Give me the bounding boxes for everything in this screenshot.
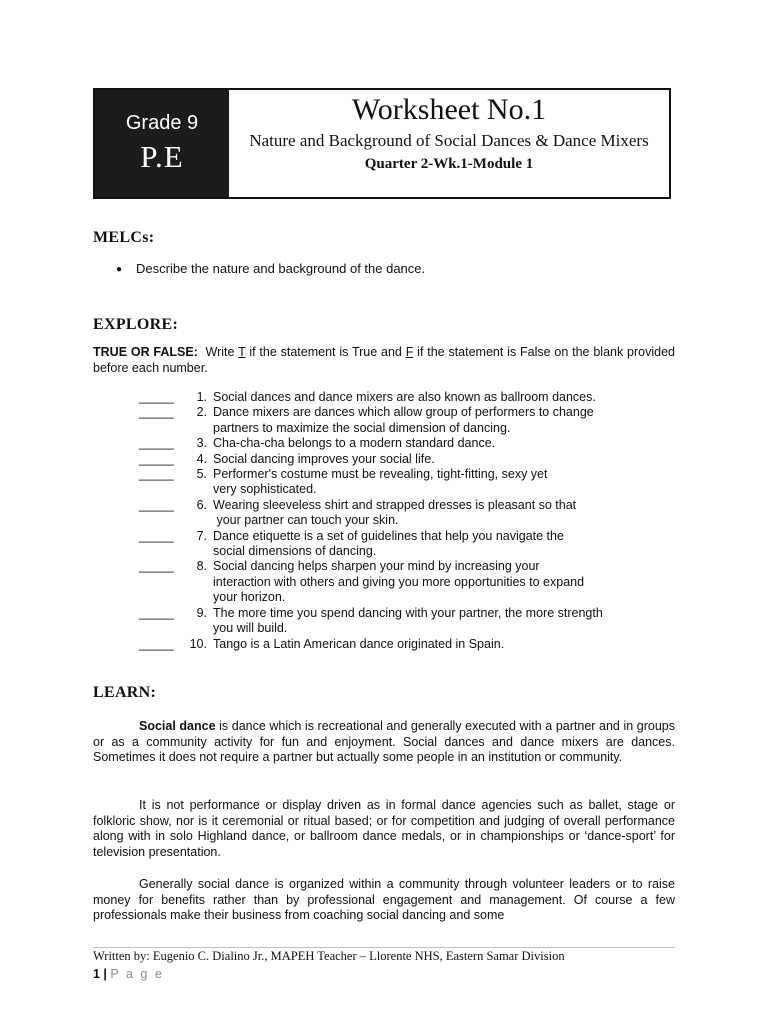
paragraph-text: is dance which is recreational and generally executed with a partner and in groups or as a community activity for fun and enjoyment. Social dances and dance mixers are dances. Sometimes it does not require a partner but actually some people in an institution or community. [93,719,675,764]
learn-paragraph-2 [93,798,675,860]
item-text: social dimensions of dancing. [213,544,377,559]
bullet-icon: ● [116,264,123,275]
true-false-items [139,390,679,652]
instruction-part: if the statement is True and [245,345,406,359]
answer-blank[interactable]: _____ [139,436,174,451]
melcs-list-item [116,261,425,278]
instruction-f: F [405,345,414,359]
page-separator: | [99,967,111,981]
item-number: 1. [196,390,207,404]
answer-blank [139,575,185,590]
instruction-part: if the statement is False on the blank provided before each number. [93,345,675,375]
true-false-item-continued [139,621,679,636]
grade-label: Grade 9 [125,112,199,134]
page-number [93,967,164,981]
worksheet-header [93,88,671,199]
true-false-item [139,559,679,574]
learn-paragraph-1 [93,719,675,766]
item-number: 4. [196,451,207,466]
true-false-item [139,405,679,420]
paragraph-text: Generally social dance is organized within a community through volunteer leaders or to raise money for benefits rather than by professional engagement and management. Of course a few professionals make their business from coaching social dancing and some [93,877,675,922]
answer-blank [139,421,185,436]
paragraph-text: It is not performance or display driven as in formal dance agencies such as ballet, stage or folkloric show, nor is it ceremonial or ritual based; or for competition and judging of overall performance along with in solo Highland dance, or ballroom dance medals, or in championships or ‘dance-sport’ for television presentation. [93,798,675,859]
item-text: your partner can touch your skin. [213,513,399,528]
answer-blank[interactable]: _____ [139,605,174,620]
item-text: Performer's costume must be revealing, tight-fitting, sexy yet [213,467,548,482]
item-text: partners to maximize the social dimension of dancing. [213,420,511,435]
social-dance-term: Social dance [139,719,216,733]
answer-blank[interactable]: _____ [139,390,174,404]
item-text: interaction with others and giving you more opportunities to expand [213,574,585,589]
answer-blank[interactable]: _____ [139,528,174,543]
item-number [185,421,207,436]
item-number [185,544,207,559]
item-text: your horizon. [213,590,286,605]
true-false-label: TRUE OR FALSE: [93,345,198,359]
item-number [185,590,207,605]
answer-blank[interactable]: _____ [139,467,174,482]
true-false-item [139,390,679,405]
item-text: Dance etiquette is a set of guidelines that help you navigate the [213,528,564,543]
melcs-item-text: Describe the nature and background of the dance. [136,261,426,276]
item-text: you will build. [213,621,288,636]
answer-blank [139,590,185,605]
answer-blank [139,513,185,528]
item-text: Social dancing improves your social life. [213,451,435,466]
learn-paragraph-3 [93,877,675,924]
true-false-item [139,436,679,451]
footer-credit: Written by: Eugenio C. Dialino Jr., MAPEH Teacher – Llorente NHS, Eastern Samar Division [93,949,565,963]
true-false-item [139,498,679,513]
learn-heading: LEARN: [93,684,157,701]
instruction-part: Write [197,345,239,359]
true-false-item [139,467,679,482]
answer-blank[interactable]: _____ [139,405,174,420]
item-number [185,482,207,497]
page-word: P a g e [110,967,164,981]
true-false-instructions [93,345,675,376]
item-number: 6. [196,497,207,512]
true-false-item [139,529,679,544]
true-false-item [139,637,679,652]
true-false-item [139,606,679,621]
explore-heading: EXPLORE: [93,316,179,333]
item-text: very sophisticated. [213,482,317,497]
true-false-item-continued [139,575,679,590]
answer-blank[interactable]: _____ [139,636,174,651]
item-number [185,621,207,636]
answer-blank [139,621,185,636]
answer-blank[interactable]: _____ [139,559,174,574]
melcs-heading: MELCs: [93,229,155,246]
item-text: Social dances and dance mixers are also known as ballroom dances. [213,390,596,404]
true-false-item-continued [139,544,679,559]
grade-subject-box [95,90,229,197]
answer-blank [139,544,185,559]
item-text: Tango is a Latin American dance originated in Spain. [213,636,505,651]
item-text: Dance mixers are dances which allow group of performers to change [213,405,594,420]
item-number: 8. [196,559,207,574]
answer-blank [139,482,185,497]
footer-divider [93,947,675,948]
worksheet-quarter: Quarter 2-Wk.1-Module 1 [364,156,534,172]
answer-blank[interactable]: _____ [139,451,174,466]
item-number: 3. [196,436,207,451]
title-box [229,90,669,197]
item-number: 2. [196,405,207,420]
true-false-item-continued [139,482,679,497]
item-number: 9. [196,605,207,620]
true-false-item [139,452,679,467]
item-text: Cha-cha-cha belongs to a modern standard dance. [213,436,496,451]
item-text: Wearing sleeveless shirt and strapped dresses is pleasant so that [213,497,577,512]
page-number-value: 1 [93,967,100,981]
true-false-item-continued [139,421,679,436]
worksheet-title: Worksheet No.1 [351,93,547,126]
item-number [185,575,207,590]
true-false-item-continued [139,513,679,528]
item-text: The more time you spend dancing with your partner, the more strength [213,605,603,620]
item-number [185,513,207,528]
subject-label: P.E [140,139,184,174]
worksheet-subtitle: Nature and Background of Social Dances & Dance Mixers [249,131,649,150]
item-number: 7. [196,528,207,543]
answer-blank[interactable]: _____ [139,497,174,512]
item-number: 10. [189,636,207,651]
instruction-t: T [238,345,246,359]
item-text: Social dancing helps sharpen your mind by increasing your [213,559,540,574]
true-false-item-continued [139,590,679,605]
item-number: 5. [196,467,207,482]
